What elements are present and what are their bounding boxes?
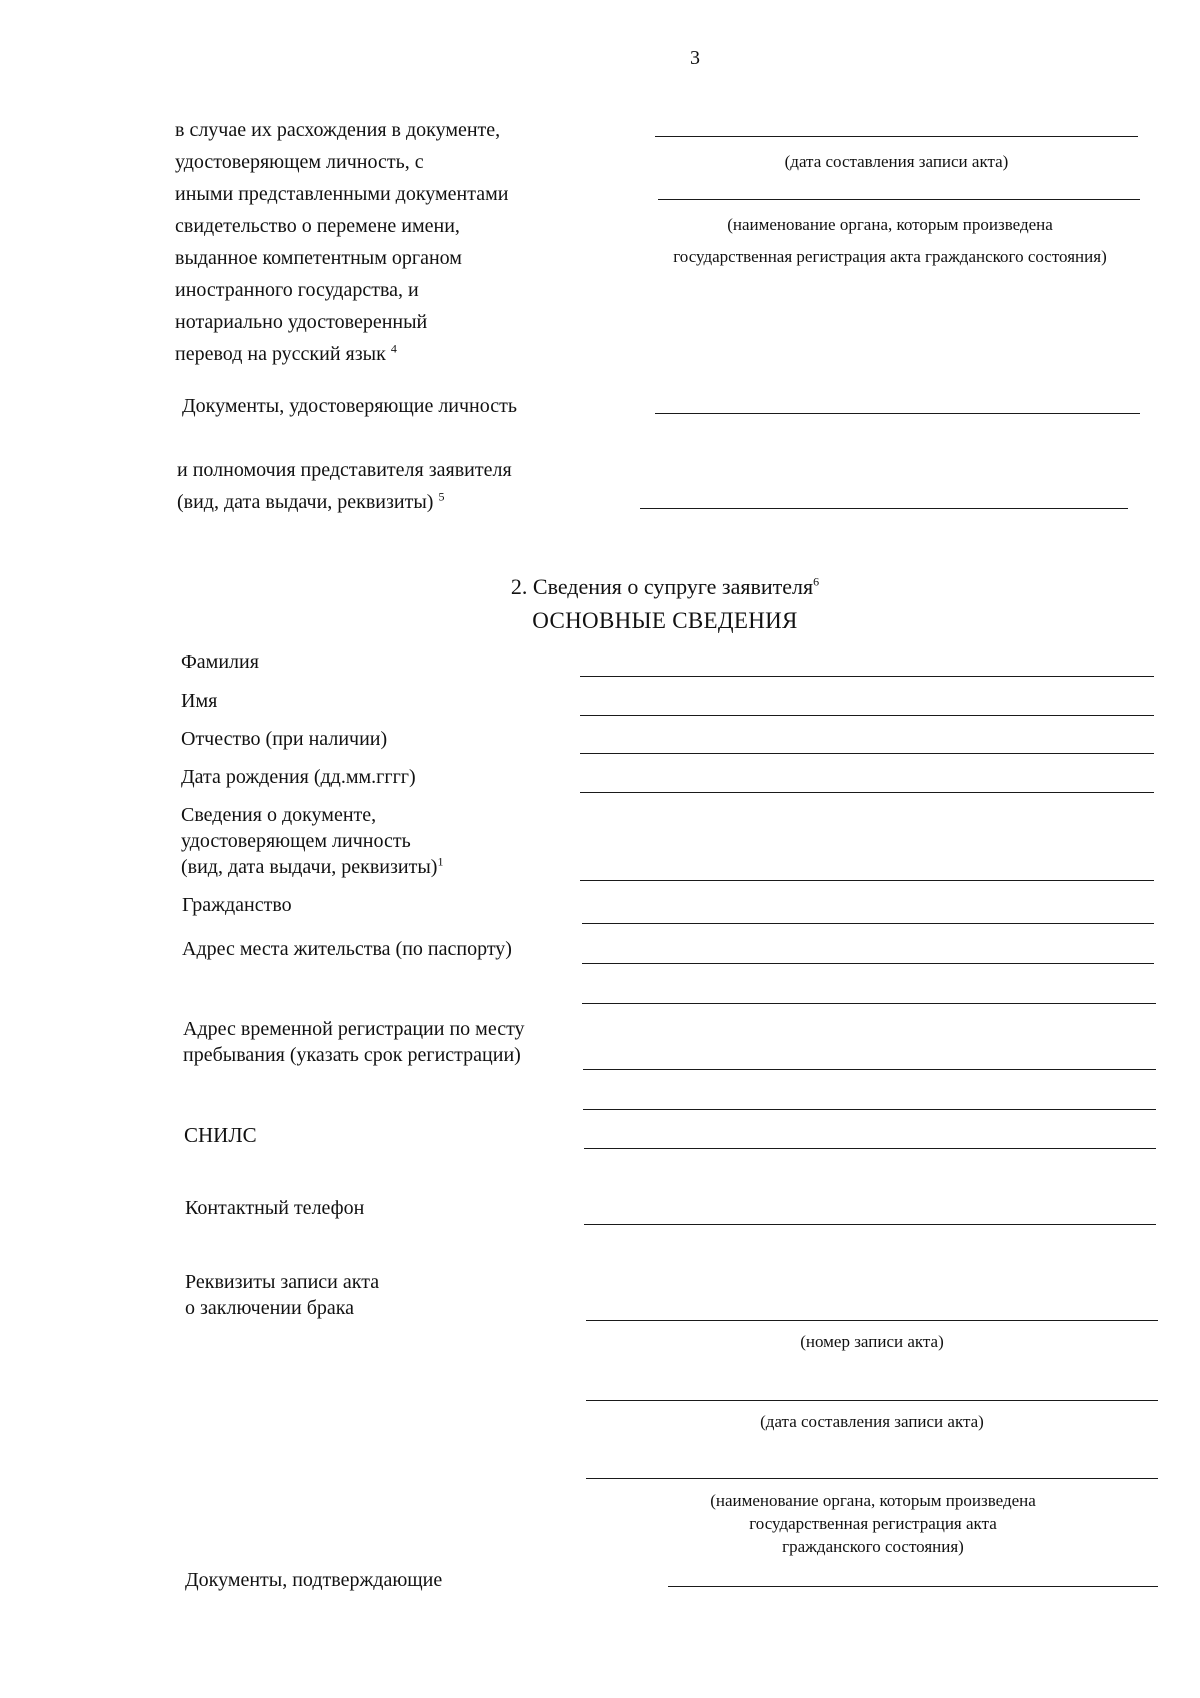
phone-label: Контактный телефон: [185, 1197, 365, 1219]
organ-caption-line3: гражданского состояния): [782, 1537, 964, 1556]
footnote-marker: 4: [390, 341, 397, 356]
birth-date-label: Дата рождения (дд.мм.гггг): [181, 766, 416, 788]
rep-docs-label-line3: (вид, дата выдачи, реквизиты): [177, 491, 434, 513]
registration-organ-field[interactable]: [586, 1478, 1158, 1479]
name-field[interactable]: [580, 715, 1154, 716]
surname-field[interactable]: [580, 676, 1154, 677]
temp-reg-label-line1: Адрес временной регистрации по месту: [183, 1018, 525, 1040]
citizenship-label: Гражданство: [182, 894, 292, 916]
discrepancy-line: в случае их расхождения в документе,: [175, 119, 501, 141]
address-field-line2[interactable]: [582, 1003, 1156, 1004]
discrepancy-line: свидетельство о перемене имени,: [175, 215, 460, 237]
birth-date-field[interactable]: [580, 792, 1154, 793]
discrepancy-label: [175, 116, 508, 368]
organ-caption-line1: (наименование органа, которым произведена: [710, 1491, 1036, 1510]
page-number: 3: [690, 47, 700, 69]
id-doc-label-line1: Сведения о документе,: [181, 804, 377, 826]
confirming-docs-label: Документы, подтверждающие: [185, 1569, 443, 1591]
discrepancy-last-line: [175, 340, 508, 368]
marriage-record-label-line1: Реквизиты записи акта: [185, 1271, 380, 1293]
id-doc-field[interactable]: [580, 880, 1154, 881]
confirming-docs-field[interactable]: [668, 1586, 1158, 1587]
rep-docs-line1-field[interactable]: [655, 413, 1140, 414]
record-date-line[interactable]: [655, 136, 1138, 137]
discrepancy-line: удостоверяющем личность, с: [175, 151, 424, 173]
rep-docs-label-line1: Документы, удостоверяющие личность: [182, 395, 517, 417]
name-label: Имя: [181, 690, 218, 712]
record-date-caption: (дата составления записи акта): [784, 152, 1009, 171]
rep-docs-line2-field[interactable]: [640, 508, 1128, 509]
organ-caption-line2: государственная регистрация акта гражданского состояния): [673, 247, 1107, 266]
marriage-record-label-line2: о заключении брака: [185, 1297, 355, 1319]
organ-caption-line1: (наименование органа, которым произведена: [727, 215, 1053, 234]
organ-caption-line2: государственная регистрация акта: [749, 1514, 997, 1533]
discrepancy-line: иными представленными документами: [175, 183, 509, 205]
registration-organ-line[interactable]: [658, 199, 1140, 200]
snils-label: СНИЛС: [184, 1123, 257, 1147]
temp-reg-field-line1[interactable]: [583, 1069, 1156, 1070]
patronymic-label: Отчество (при наличии): [181, 728, 388, 750]
surname-label: Фамилия: [181, 651, 259, 673]
rep-docs-label-line2: и полномочия представителя заявителя: [177, 459, 512, 481]
footnote-marker: 5: [438, 489, 445, 504]
phone-field[interactable]: [584, 1224, 1156, 1225]
address-label: Адрес места жительства (по паспорту): [182, 938, 512, 960]
discrepancy-line: иностранного государства, и: [175, 279, 419, 301]
record-date-caption: (дата составления записи акта): [760, 1412, 984, 1431]
temp-reg-field-line2[interactable]: [583, 1109, 1156, 1110]
id-doc-label-line2: удостоверяющем личность: [181, 830, 411, 852]
record-date-field[interactable]: [586, 1400, 1158, 1401]
patronymic-field[interactable]: [580, 753, 1154, 754]
discrepancy-line: перевод на русский язык: [175, 343, 386, 365]
section2-heading: [0, 572, 1200, 602]
temp-reg-label-line2: пребывания (указать срок регистрации): [183, 1044, 521, 1066]
record-number-caption: (номер записи акта): [800, 1332, 944, 1351]
id-doc-label-line3: (вид, дата выдачи, реквизиты): [181, 856, 438, 878]
footnote-marker: 1: [437, 854, 444, 869]
section2-heading-text: 2. Сведения о супруге заявителя: [510, 574, 814, 599]
discrepancy-line: выданное компетентным органом: [175, 247, 462, 269]
address-field-line1[interactable]: [582, 963, 1154, 964]
record-number-field[interactable]: [586, 1320, 1158, 1321]
snils-field[interactable]: [584, 1148, 1156, 1149]
discrepancy-line: нотариально удостоверенный: [175, 311, 428, 333]
citizenship-field[interactable]: [582, 923, 1154, 924]
id-doc-label-line3-wrap: [181, 853, 443, 881]
rep-docs-label-line3-wrap: [177, 488, 444, 516]
section2-subheading: ОСНОВНЫЕ СВЕДЕНИЯ: [532, 608, 798, 633]
footnote-marker: 6: [813, 574, 820, 589]
